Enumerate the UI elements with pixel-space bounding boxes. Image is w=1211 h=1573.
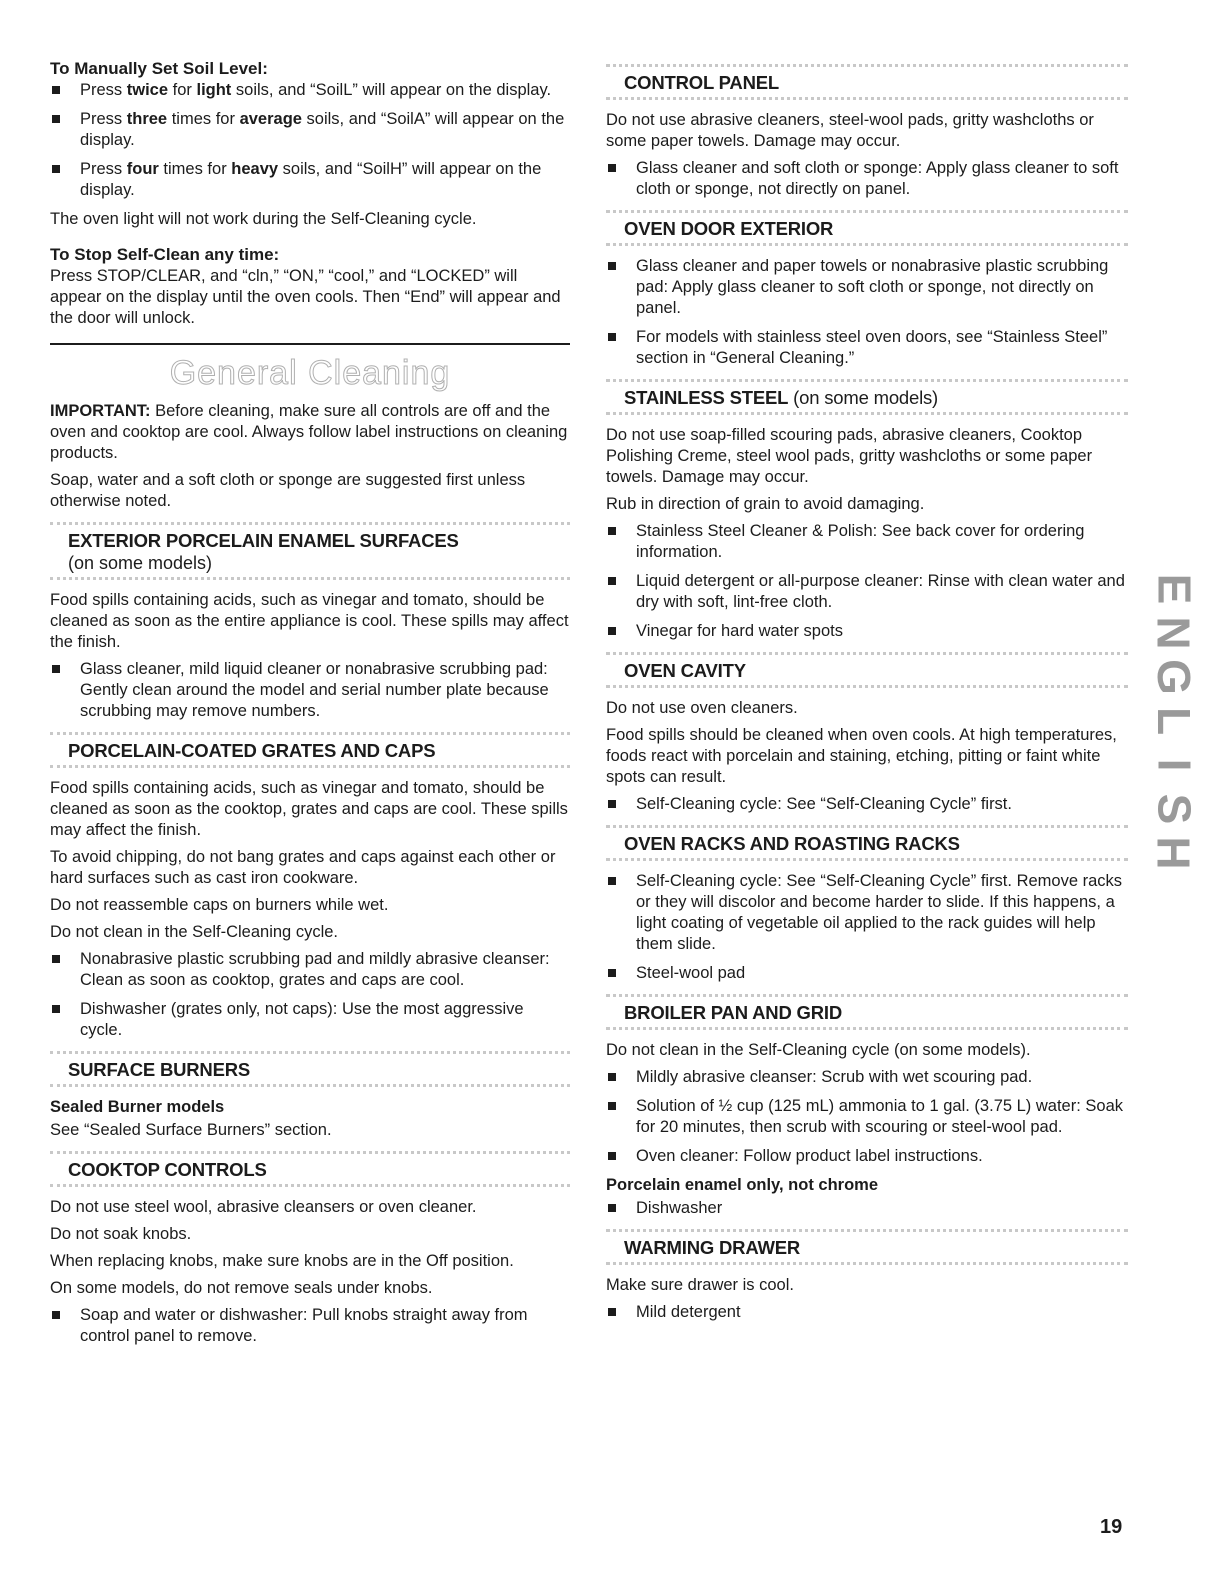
paragraph: Do not clean in the Self-Cleaning cycle. (50, 923, 338, 941)
paragraph: To avoid chipping, do not bang grates and caps against each other or hard surfaces such as cast iron cookware. (50, 848, 556, 887)
section-title: CONTROL PANEL (624, 72, 779, 93)
side-tab-letter: H (1147, 836, 1200, 870)
paragraph: Do not clean in the Self-Cleaning cycle (on some models). (606, 1041, 1031, 1059)
cavity-list (606, 794, 1128, 815)
general-cleaning-title: General Cleaning (169, 354, 451, 392)
porcelain-only-label: Porcelain enamel only, not chrome (606, 1176, 879, 1194)
section-header-racks (606, 825, 1128, 861)
paragraph: On some models, do not remove seals under knobs. (50, 1279, 433, 1297)
porcelain-list (606, 1198, 1128, 1219)
section-header-control-panel (606, 64, 1128, 100)
paragraph: When replacing knobs, make sure knobs are in the Off position. (50, 1252, 514, 1270)
list-item: Glass cleaner, mild liquid cleaner or nonabrasive scrubbing pad: Gently clean around the model and serial number plate because scrubbing may remove numbers. (50, 659, 570, 722)
paragraph: Do not use abrasive cleaners, steel-wool pads, gritty washcloths or some paper towels. Damage may occur. (606, 111, 1094, 150)
section-note: (on some models) (68, 553, 213, 573)
section-title: OVEN RACKS AND ROASTING RACKS (624, 833, 960, 854)
section-title: EXTERIOR PORCELAIN ENAMEL SURFACES (68, 530, 459, 551)
door-list (606, 256, 1128, 369)
section-title: OVEN DOOR EXTERIOR (624, 218, 834, 239)
paragraph: Do not use oven cleaners. (606, 699, 798, 717)
controls-list (50, 1305, 570, 1347)
stainless-list (606, 521, 1128, 642)
section-title: COOKTOP CONTROLS (68, 1159, 267, 1180)
list-item: Glass cleaner and soft cloth or sponge: Apply glass cleaner to soft cloth or sponge, not directly on panel. (606, 158, 1128, 200)
list-item: For models with stainless steel oven doors, see “Stainless Steel” section in “General Cleaning.” (606, 327, 1128, 369)
list-item: Oven cleaner: Follow product label instructions. (606, 1146, 1128, 1167)
list-item: Vinegar for hard water spots (606, 621, 1128, 642)
side-tab-letter: S (1148, 793, 1200, 825)
section-title: SURFACE BURNERS (68, 1059, 251, 1080)
section-title: STAINLESS STEEL (on some models) (624, 387, 939, 408)
soil-level-heading: To Manually Set Soil Level: (50, 59, 268, 78)
paragraph: Food spills containing acids, such as vinegar and tomato, should be cleaned as soon as the cooktop, grates and caps are cool. These spills may affect the finish. (50, 779, 568, 839)
side-tab-letter: N (1147, 616, 1200, 650)
control-panel-list (606, 158, 1128, 200)
list-item: Self-Cleaning cycle: See “Self-Cleaning Cycle” first. Remove racks or they will discolor and become harder to slide. If this happens, a light coating of vegetable oil applied to the rack guides will help them slide. (606, 871, 1128, 955)
section-header-warming (606, 1229, 1128, 1265)
divider (50, 343, 570, 345)
section-header-door (606, 210, 1128, 246)
paragraph: Rub in direction of grain to avoid damaging. (606, 495, 925, 513)
side-tab-letter: G (1148, 659, 1200, 695)
soap-note: Soap, water and a soft cloth or sponge are suggested first unless otherwise noted. (50, 471, 526, 510)
paragraph: See “Sealed Surface Burners” section. (50, 1121, 332, 1139)
grates-list (50, 949, 570, 1041)
section-header-exterior (50, 522, 570, 580)
stop-self-clean-heading: To Stop Self-Clean any time: (50, 245, 280, 264)
important-note: IMPORTANT: Before cleaning, make sure all controls are off and the oven and cooktop are cool. Always follow label instructions on cleaning products. (50, 402, 568, 462)
paragraph: Make sure drawer is cool. (606, 1276, 794, 1294)
list-item: Stainless Steel Cleaner & Polish: See back cover for ordering information. (606, 521, 1128, 563)
section-title: WARMING DRAWER (624, 1237, 801, 1258)
side-tab-letter: L (1147, 706, 1200, 736)
list-item: Liquid detergent or all-purpose cleaner: Rinse with clean water and dry with soft, lint-free cloth. (606, 571, 1128, 613)
section-title: PORCELAIN-COATED GRATES AND CAPS (68, 740, 436, 761)
left-column (50, 58, 570, 1355)
list-item: Dishwasher (606, 1198, 1128, 1219)
list-item: Press four times for heavy soils, and “SoilH” will appear on the display. (50, 159, 570, 201)
section-title: OVEN CAVITY (624, 660, 746, 681)
section-title: BROILER PAN AND GRID (624, 1002, 843, 1023)
paragraph: Do not reassemble caps on burners while wet. (50, 896, 389, 914)
list-item: Soap and water or dishwasher: Pull knobs straight away from control panel to remove. (50, 1305, 570, 1347)
section-header-grates (50, 732, 570, 768)
list-item: Dishwasher (grates only, not caps): Use the most aggressive cycle. (50, 999, 570, 1041)
list-item: Nonabrasive plastic scrubbing pad and mildly abrasive cleanser: Clean as soon as cooktop, grates and caps are cool. (50, 949, 570, 991)
page-number: 19 (1100, 1516, 1123, 1538)
section-header-burners (50, 1051, 570, 1087)
list-item: Mild detergent (606, 1302, 1128, 1323)
right-column (606, 64, 1128, 1331)
paragraph: Do not use steel wool, abrasive cleansers or oven cleaner. (50, 1198, 477, 1216)
list-item: Steel-wool pad (606, 963, 1128, 984)
oven-light-note: The oven light will not work during the Self-Cleaning cycle. (50, 210, 477, 228)
soil-level-list (50, 80, 570, 201)
side-tab-letter: E (1148, 573, 1200, 605)
broiler-list (606, 1067, 1128, 1167)
warming-list (606, 1302, 1128, 1323)
language-side-tab (1147, 567, 1200, 870)
important-label: IMPORTANT: (50, 402, 151, 420)
paragraph: Do not use soap-filled scouring pads, abrasive cleaners, Cooktop Polishing Creme, steel wool pads, gritty washcloths or some paper towels. Damage may occur. (606, 426, 1093, 486)
list-item: Self-Cleaning cycle: See “Self-Cleaning Cycle” first. (606, 794, 1128, 815)
paragraph: Food spills should be cleaned when oven cools. At high temperatures, foods react with porcelain and staining, etching, pitting or faint white spots can result. (606, 726, 1117, 786)
list-item: Press three times for average soils, and “SoilA” will appear on the display. (50, 109, 570, 151)
section-header-controls (50, 1151, 570, 1187)
racks-list (606, 871, 1128, 984)
list-item: Solution of ½ cup (125 mL) ammonia to 1 gal. (3.75 L) water: Soak for 20 minutes, then scrub with scouring or steel-wool pad. (606, 1096, 1128, 1138)
paragraph: Do not soak knobs. (50, 1225, 192, 1243)
section-header-cavity (606, 652, 1128, 688)
sealed-burner-label: Sealed Burner models (50, 1098, 225, 1116)
list-item: Press twice for light soils, and “SoilL” will appear on the display. (50, 80, 570, 101)
exterior-list (50, 659, 570, 722)
paragraph: Food spills containing acids, such as vinegar and tomato, should be cleaned as soon as the entire appliance is cool. These spills may affect the finish. (50, 591, 569, 651)
list-item: Mildly abrasive cleanser: Scrub with wet scouring pad. (606, 1067, 1128, 1088)
stop-self-clean-text: Press STOP/CLEAR, and “cln,” “ON,” “cool,” and “LOCKED” will appear on the display until the oven cools. Then “End” will appear and the door will unlock. (50, 267, 561, 327)
section-header-broiler (606, 994, 1128, 1030)
section-header-stainless (606, 379, 1128, 415)
side-tab-letter: I (1148, 758, 1200, 772)
list-item: Glass cleaner and paper towels or nonabrasive plastic scrubbing pad: Apply glass cleaner to soft cloth or sponge, not directly on panel. (606, 256, 1128, 319)
